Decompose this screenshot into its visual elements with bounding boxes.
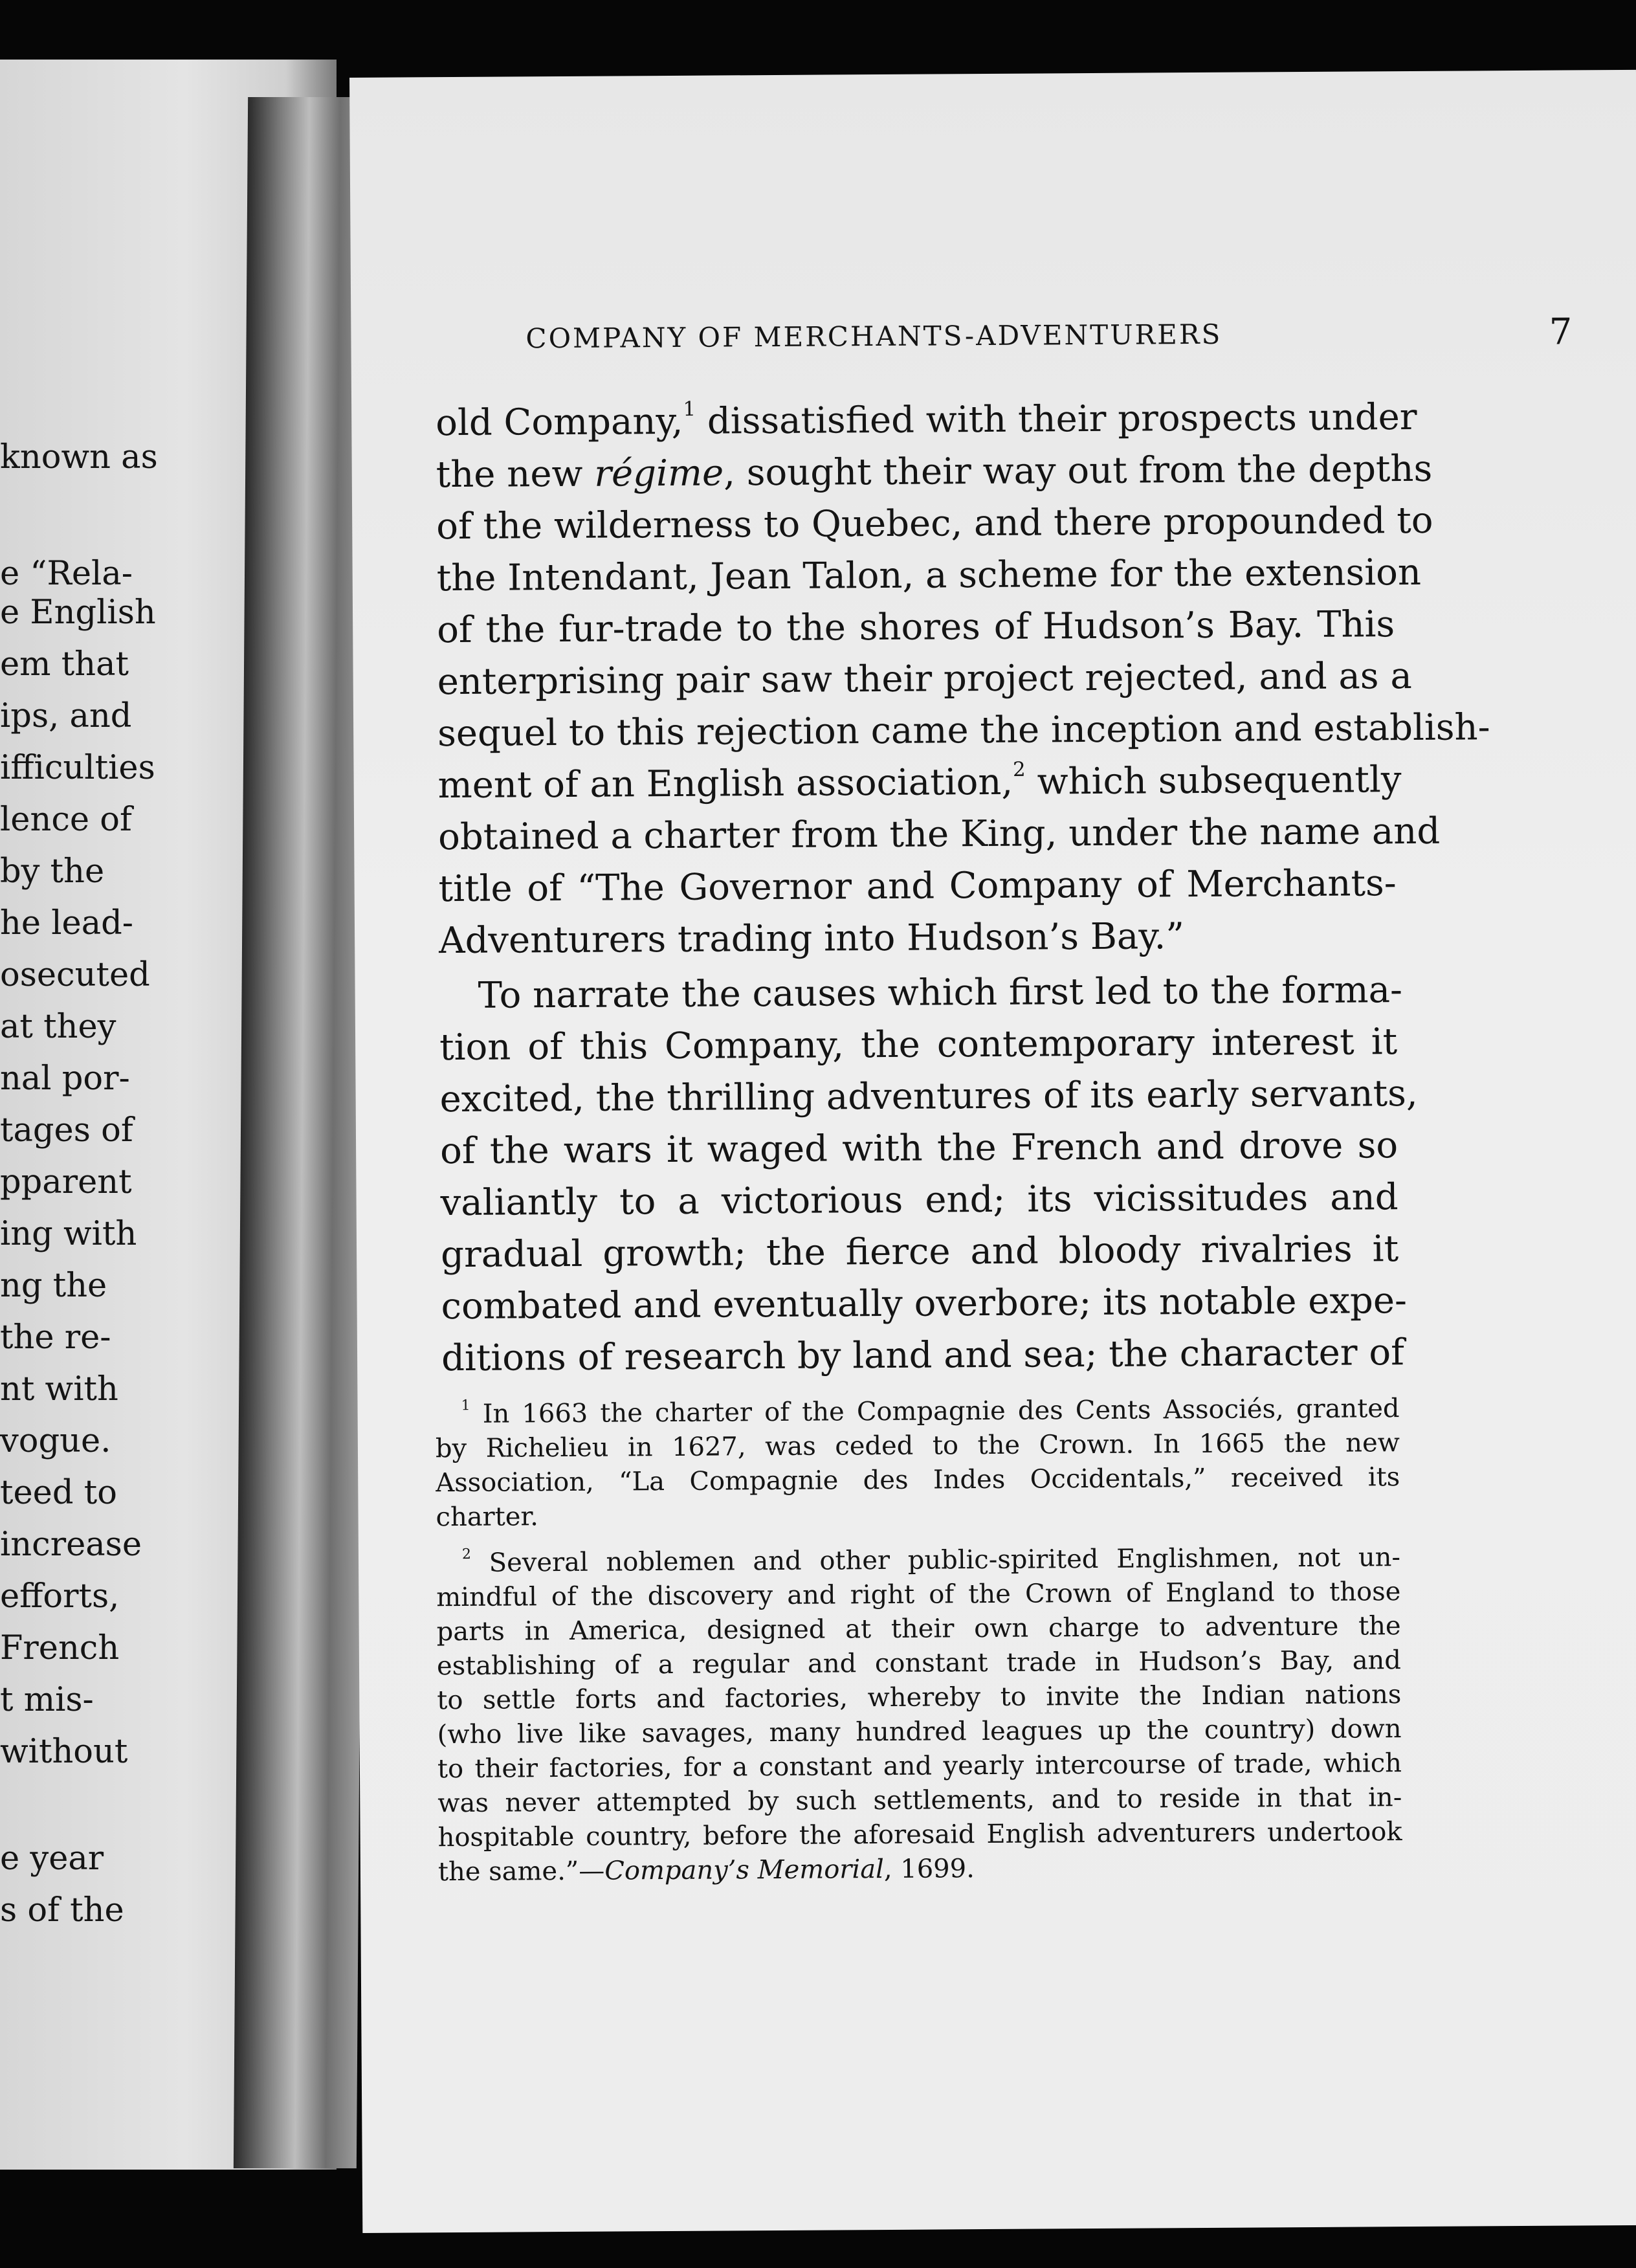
left-page-line: lence of xyxy=(0,801,132,839)
text-line: old Company,$^1$ dissatisfied with their prospects under xyxy=(436,395,1417,445)
footnote-line: (who live like savages, many hundred leagues up the country) down xyxy=(437,1714,1402,1750)
left-page-line: at they xyxy=(0,1008,116,1046)
left-page-line: without xyxy=(0,1733,128,1771)
left-page-line: s of the xyxy=(0,1891,124,1929)
left-page-line: e English xyxy=(0,594,156,632)
left-page-line: nt with xyxy=(0,1370,118,1408)
text-line: combated and eventually overbore; its notable expe- xyxy=(441,1280,1408,1328)
footnote-line: charter. xyxy=(436,1502,539,1533)
text-line: valiantly to a victorious end; its vicissitudes and xyxy=(440,1176,1398,1225)
footnote-line: parts in America, designed at their own charge to adventure the xyxy=(436,1611,1401,1647)
text-line: title of “The Governor and Company of Merchants- xyxy=(438,862,1397,911)
text-line: obtained a charter from the King, under the name and xyxy=(437,810,1441,859)
book-gutter xyxy=(234,97,371,2168)
left-page-line: t mis- xyxy=(0,1681,94,1719)
text-line: the Intendant, Jean Talon, a scheme for the extension xyxy=(436,551,1422,600)
running-head-title: COMPANY OF MERCHANTS-ADVENTURERS xyxy=(525,318,1222,355)
left-page-line: the re- xyxy=(0,1318,111,1357)
left-page-line: e “Rela- xyxy=(0,555,133,593)
footnote-marker: 1 xyxy=(461,1397,470,1414)
running-head xyxy=(525,306,1574,364)
footnote-line: by Richelieu in 1627, was ceded to the Crown. In 1665 the new xyxy=(435,1428,1400,1464)
text-line: ment of an English association,$^2$ which subsequently xyxy=(437,757,1402,807)
left-page-line: he lead- xyxy=(0,904,134,942)
text-line: tion of this Company, the contemporary interest it xyxy=(439,1021,1398,1069)
left-page-line: pparent xyxy=(0,1163,132,1201)
footnote-line: to their factories, for a constant and yearly intercourse of trade, which xyxy=(437,1748,1402,1784)
left-page-line: ifficulties xyxy=(0,749,155,787)
footnote-2 xyxy=(436,1540,1402,1889)
footnote-line: to settle forts and factories, whereby to invite the Indian nations xyxy=(437,1680,1402,1716)
paragraph-1 xyxy=(436,392,1490,967)
footnote-line: $^2$ Several noblemen and other public-spirited Englishmen, not un- xyxy=(461,1542,1401,1578)
text-line: the new régime, sought their way out from the depths xyxy=(436,447,1433,496)
left-page-line: known as xyxy=(0,438,158,476)
footnote-ref: 1 xyxy=(683,397,696,421)
footnote-line: was never attempted by such settlements, and to reside in that in- xyxy=(437,1783,1402,1819)
footnote-ref: 2 xyxy=(1013,757,1026,782)
left-page-line: ips, and xyxy=(0,697,132,735)
text-line: sequel to this rejection came the inception and establish- xyxy=(437,706,1490,755)
page-number: 7 xyxy=(1549,311,1575,353)
footnote-line: the same.”—Company’s Memorial, 1699. xyxy=(437,1854,975,1887)
left-page-line: efforts, xyxy=(0,1577,120,1616)
left-page-line: increase xyxy=(0,1526,142,1564)
text-line: excited, the thrilling adventures of its early servants, xyxy=(439,1072,1418,1121)
left-page-line: ing with xyxy=(0,1215,137,1253)
text-line: Adventurers trading into Hudson’s Bay.” xyxy=(438,915,1185,962)
left-page-line: French xyxy=(0,1629,120,1667)
text-line: of the wilderness to Quebec, and there propounded to xyxy=(436,499,1433,548)
text-line: of the fur-trade to the shores of Hudson’s Bay. This xyxy=(437,603,1395,652)
footnote-line: mindful of the discovery and right of the Crown of England to those xyxy=(436,1577,1401,1613)
left-page-line: osecuted xyxy=(0,956,150,994)
left-page-line: teed to xyxy=(0,1474,117,1512)
left-page-line: by the xyxy=(0,852,105,891)
paragraph-2 xyxy=(439,964,1418,1384)
text-line: ditions of research by land and sea; the character of xyxy=(441,1331,1405,1380)
footnote-line: $^1$ In 1663 the charter of the Compagnie des Cents Associés, granted xyxy=(461,1394,1400,1429)
footnote-1 xyxy=(435,1392,1400,1535)
left-page-line: e year xyxy=(0,1840,104,1878)
left-page-line: vogue. xyxy=(0,1422,111,1460)
left-page-line: em that xyxy=(0,645,129,684)
footnote-line: Association, “La Compagnie des Indes Occidentals,” received its xyxy=(436,1462,1400,1498)
left-page-line: tages of xyxy=(0,1111,133,1150)
text-line: gradual growth; the fierce and bloody rivalries it xyxy=(440,1228,1399,1276)
right-page xyxy=(349,70,1636,2233)
text-line: To narrate the causes which first led to the forma- xyxy=(478,969,1403,1017)
footnote-line: hospitable country, before the aforesaid English adventurers undertook xyxy=(437,1817,1402,1853)
left-page-line: ng the xyxy=(0,1267,107,1305)
left-page-line: nal por- xyxy=(0,1060,130,1098)
text-line: of the wars it waged with the French and drove so xyxy=(439,1124,1398,1173)
footnote-line: establishing of a regular and constant trade in Hudson’s Bay, and xyxy=(436,1645,1402,1682)
text-line: enterprising pair saw their project rejected, and as a xyxy=(437,654,1412,704)
footnote-marker: 2 xyxy=(461,1546,472,1563)
